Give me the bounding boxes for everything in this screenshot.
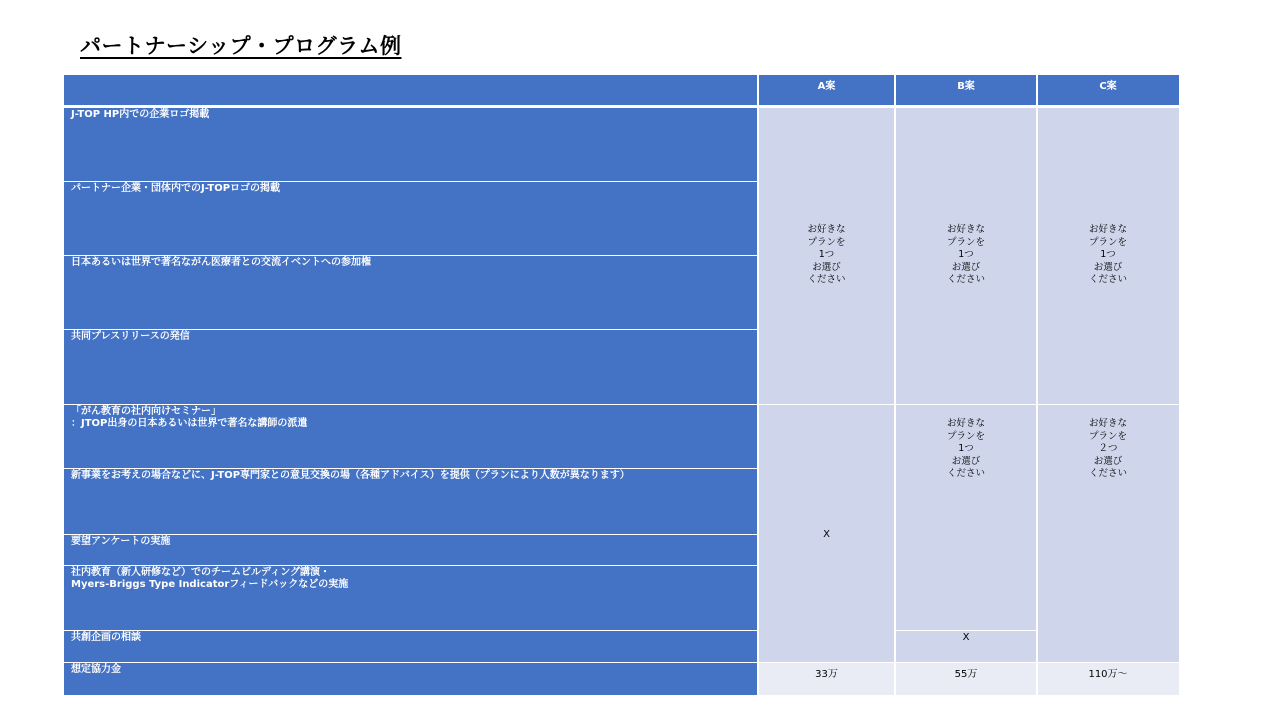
group2-plan-b-cell: お好きな プランを 1つ お選び ください — [895, 405, 1037, 631]
row-label-exchange-event: 日本あるいは世界で著名ながん医療者との交流イベントへの参加権 — [64, 256, 758, 330]
row-divider — [64, 181, 758, 182]
row-label-co-creation: 共創企画の相談 — [64, 631, 758, 663]
row-divider — [895, 630, 1037, 631]
group2-plan-a-cell — [758, 405, 895, 663]
price-value: 110万～ — [1088, 669, 1128, 680]
price-plan-c — [1037, 663, 1179, 695]
row-divider — [64, 534, 758, 535]
row-label-contribution: 想定協力金 — [64, 663, 758, 695]
row-divider — [64, 255, 758, 256]
row-divider — [64, 329, 758, 330]
row-divider — [64, 662, 1179, 663]
not-included-mark: X — [823, 529, 830, 540]
group1-plan-c-cell: お好きな プランを 1つ お選び ください — [1037, 108, 1179, 405]
group1-plan-b-cell: お好きな プランを 1つ お選び ください — [895, 108, 1037, 405]
column-divider — [894, 75, 896, 695]
row-label-seminar: 「がん教育の社内向けセミナー」 ：JTOP出身の日本あるいは世界で著名な講師の派遣 — [64, 405, 758, 469]
header-blank-cell — [64, 75, 758, 105]
price-plan-a — [758, 663, 895, 695]
row-label-team-building: 社内教育（新人研修など）でのチームビルディング講演・ Myers-Briggs Type Indicatorフィードバックなどの実施 — [64, 566, 758, 631]
price-value: 33万 — [815, 669, 838, 680]
row-label-survey: 要望アンケートの実施 — [64, 535, 758, 566]
row-divider — [64, 630, 758, 631]
header-plan-b: B案 — [895, 75, 1037, 105]
header-plan-c: C案 — [1037, 75, 1179, 105]
row-divider — [64, 468, 758, 469]
price-value: 55万 — [954, 669, 978, 680]
header-plan-a: A案 — [758, 75, 895, 105]
header-divider — [64, 105, 1179, 108]
co-creation-plan-b-cell — [895, 631, 1037, 663]
not-included-mark: X — [962, 632, 970, 643]
row-label-press-release: 共同プレスリリースの発信 — [64, 330, 758, 405]
page-title: パートナーシップ・プログラム例 — [80, 34, 402, 58]
row-label-expert-exchange: 新事業をお考えの場合などに、J-TOP専門家との意見交換の場（各種アドバイス）を提供（プランにより人数が異なります） — [64, 469, 758, 535]
row-divider — [64, 404, 1179, 405]
row-label-jtop-logo-partner: パートナー企業・団体内でのJ-TOPロゴの掲載 — [64, 182, 758, 256]
column-divider — [1036, 75, 1038, 695]
column-divider — [757, 75, 759, 695]
group1-plan-a-cell: お好きな プランを 1つ お選び ください — [758, 108, 895, 405]
row-label-logo-on-jtop: J-TOP HP内での企業ロゴ掲載 — [64, 108, 758, 182]
group2-plan-c-cell: お好きな プランを ２つ お選び ください — [1037, 405, 1179, 663]
row-divider — [64, 565, 758, 566]
price-plan-b — [895, 663, 1037, 695]
